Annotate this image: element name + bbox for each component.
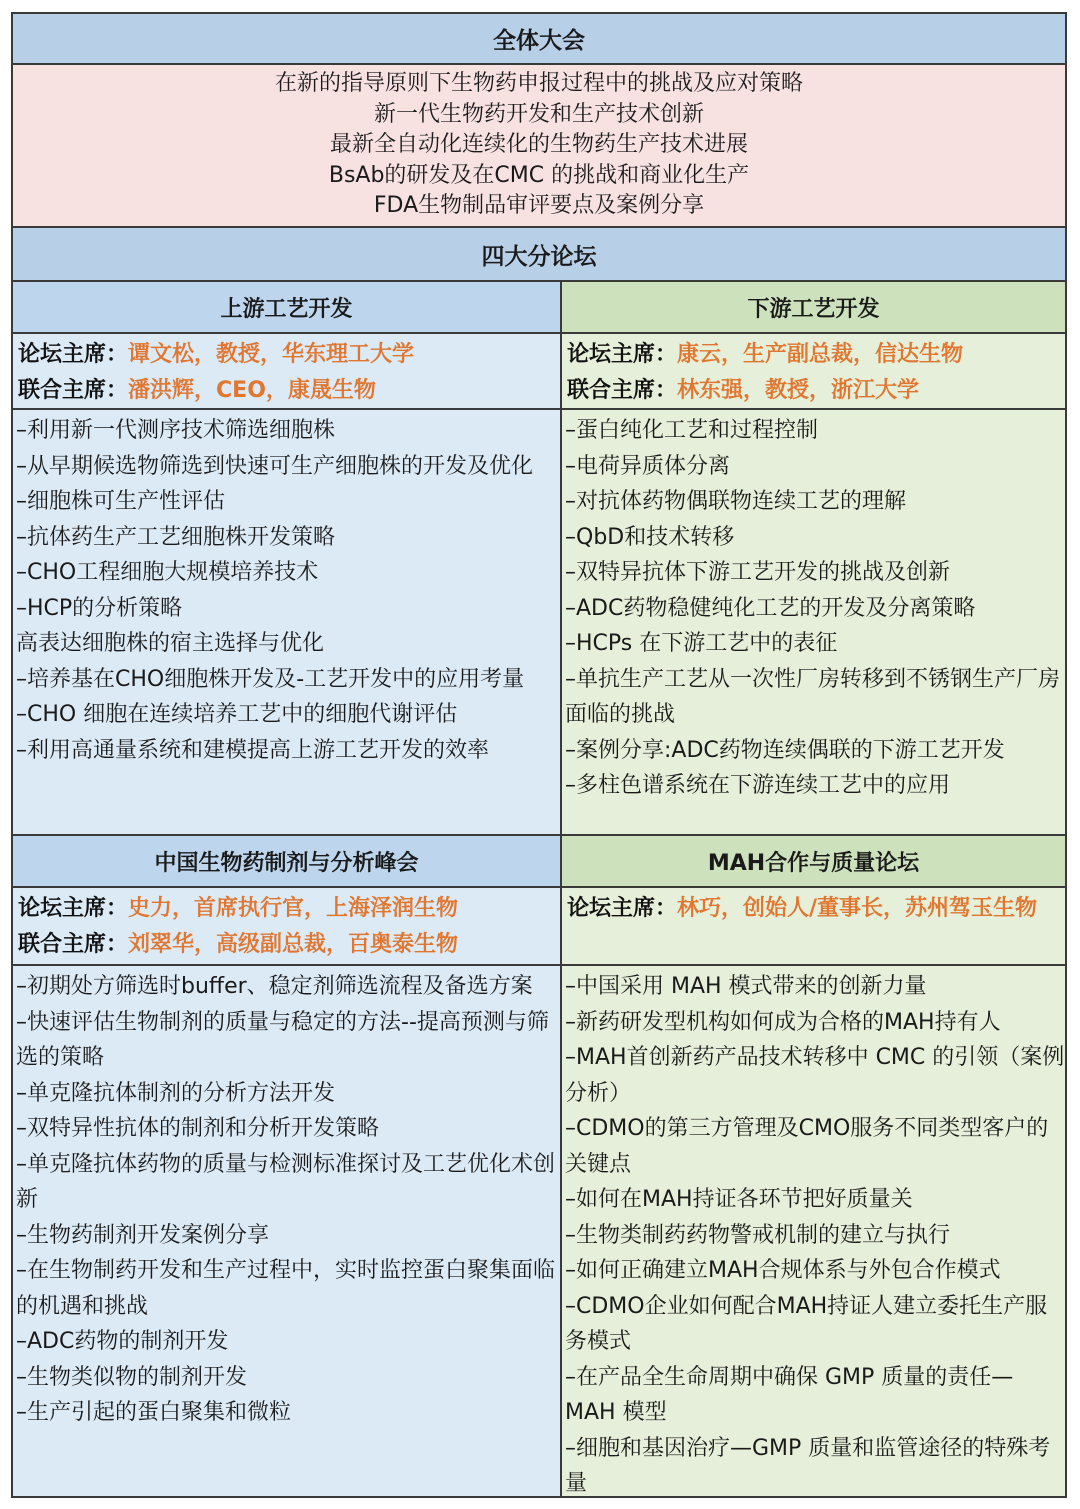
plenary-topic: 在新的指导原则下生物药申报过程中的挑战及应对策略 [274, 71, 803, 97]
list-item: –培养基在CHO细胞株开发及-工艺开发中的应用考量 [16, 666, 525, 692]
forum-topics-formulation [13, 966, 562, 1496]
chair-value: 谭文松，教授，华东理工大学 [128, 342, 415, 367]
subforums-header: 四大分论坛 [13, 228, 1065, 282]
forum-topics-mah [562, 966, 1065, 1496]
list-item: –单抗生产工艺从一次性厂房转移到不锈钢生产厂房面临的挑战 [565, 666, 1061, 727]
list-item: –双特异抗体下游工艺开发的挑战及创新 [565, 560, 951, 585]
chair-label: 论坛主席： [18, 342, 129, 367]
list-item: –蛋白纯化工艺和过程控制 [565, 418, 819, 443]
list-item: –利用新一代测序技术筛选细胞株 [16, 418, 336, 443]
plenary-topic: FDA生物制品审评要点及案例分享 [373, 193, 705, 219]
forum-topics-upstream [13, 410, 562, 836]
list-item: –ADC药物的制剂开发 [16, 1329, 229, 1354]
forum-chairs-downstream [562, 334, 1065, 410]
cochair-label: 联合主席： [18, 378, 129, 403]
chair-label: 论坛主席： [567, 342, 678, 367]
plenary-topic: 最新全自动化连续化的生物药生产技术进展 [329, 132, 748, 158]
list-item: –在产品全生命周期中确保 GMP 质量的责任— MAH 模型 [565, 1364, 1014, 1425]
list-item: –CDMO的第三方管理及CMO服务不同类型客户的关键点 [565, 1116, 1049, 1177]
forum-topics-downstream [562, 410, 1065, 836]
forum-title-downstream: 下游工艺开发 [562, 282, 1065, 334]
list-item: –生产引起的蛋白聚集和微粒 [16, 1400, 292, 1425]
list-item: –生物类制药药物警戒机制的建立与执行 [565, 1222, 951, 1248]
list-item: –CHO工程细胞大规模培养技术 [16, 560, 319, 585]
list-item: –在生物制药开发和生产过程中，实时监控蛋白聚集面临的机遇和挑战 [16, 1258, 556, 1319]
list-item: –CHO 细胞在连续培养工艺中的细胞代谢评估 [16, 702, 458, 727]
list-item: –如何在MAH持证各环节把好质量关 [565, 1187, 913, 1212]
forum-title-formulation: 中国生物药制剂与分析峰会 [13, 836, 562, 888]
list-item: –HCP的分析策略 [16, 595, 183, 621]
list-item: –CDMO企业如何配合MAH持证人建立委托生产服务模式 [565, 1293, 1048, 1354]
list-item: –案例分享:ADC药物连续偶联的下游工艺开发 [565, 737, 1005, 763]
list-item: –细胞株可生产性评估 [16, 489, 226, 514]
chair-value: 林巧，创始人/董事长，苏州驾玉生物 [677, 896, 1038, 921]
cochair-value: 林东强，教授，浙江大学 [677, 378, 920, 403]
agenda-table [11, 12, 1067, 1498]
list-item: –对抗体药物偶联物连续工艺的理解 [565, 489, 907, 514]
plenary-topics [13, 65, 1065, 228]
list-item: –QbD和技术转移 [565, 524, 735, 550]
forum-title-mah: MAH合作与质量论坛 [562, 836, 1065, 888]
list-item: –电荷异质体分离 [565, 453, 731, 479]
chair-label: 论坛主席： [18, 896, 129, 921]
forum-chairs-mah [562, 888, 1065, 966]
list-item: –利用高通量系统和建模提高上游工艺开发的效率 [16, 737, 490, 763]
list-item: –抗体药生产工艺细胞株开发策略 [16, 524, 336, 550]
chair-value: 康云，生产副总裁，信达生物 [677, 342, 964, 367]
forum-title-upstream: 上游工艺开发 [13, 282, 562, 334]
forum-chairs-upstream [13, 334, 562, 410]
chair-value: 史力，首席执行官，上海泽润生物 [128, 896, 459, 921]
list-item: –快速评估生物制剂的质量与稳定的方法--提高预测与筛选的策略 [16, 1009, 549, 1070]
plenary-topic: 新一代生物药开发和生产技术创新 [373, 101, 704, 127]
list-item: –多柱色谱系统在下游连续工艺中的应用 [565, 773, 951, 798]
cochair-label: 联合主席： [18, 932, 129, 957]
list-item: –双特异性抗体的制剂和分析开发策略 [16, 1116, 380, 1141]
list-item: –细胞和基因治疗—GMP 质量和监管途径的特殊考量 [565, 1435, 1051, 1496]
list-item: –生物类似物的制剂开发 [16, 1364, 248, 1390]
list-item: –HCPs 在下游工艺中的表征 [565, 631, 838, 656]
list-item: –ADC药物稳健纯化工艺的开发及分离策略 [565, 595, 976, 621]
chair-label: 论坛主席： [567, 896, 678, 921]
list-item: –中国采用 MAH 模式带来的创新力量 [565, 974, 927, 999]
list-item: –单克隆抗体药物的质量与检测标准探讨及工艺优化术创新 [16, 1151, 556, 1212]
list-item: –MAH首创新药产品技术转移中 CMC 的引领（案例分析） [565, 1045, 1065, 1106]
list-item: –初期处方筛选时buffer、稳定剂筛选流程及备选方案 [16, 974, 533, 999]
list-item: –如何正确建立MAH合规体系与外包合作模式 [565, 1258, 1001, 1283]
list-item: –新药研发型机构如何成为合格的MAH持有人 [565, 1009, 1001, 1035]
cochair-value: 刘翠华，高级副总裁，百奥泰生物 [128, 932, 459, 957]
list-item: –从早期候选物筛选到快速可生产细胞株的开发及优化 [16, 453, 534, 479]
plenary-topic: BsAb的研发及在CMC 的挑战和商业化生产 [328, 162, 750, 188]
list-item: 高表达细胞株的宿主选择与优化 [16, 631, 325, 656]
list-item: –单克隆抗体制剂的分析方法开发 [16, 1080, 336, 1106]
plenary-header: 全体大会 [13, 14, 1065, 65]
cochair-value: 潘洪辉，CEO，康晟生物 [128, 378, 376, 403]
forum-chairs-formulation [13, 888, 562, 966]
list-item: –生物药制剂开发案例分享 [16, 1222, 270, 1248]
cochair-label: 联合主席： [567, 378, 678, 403]
